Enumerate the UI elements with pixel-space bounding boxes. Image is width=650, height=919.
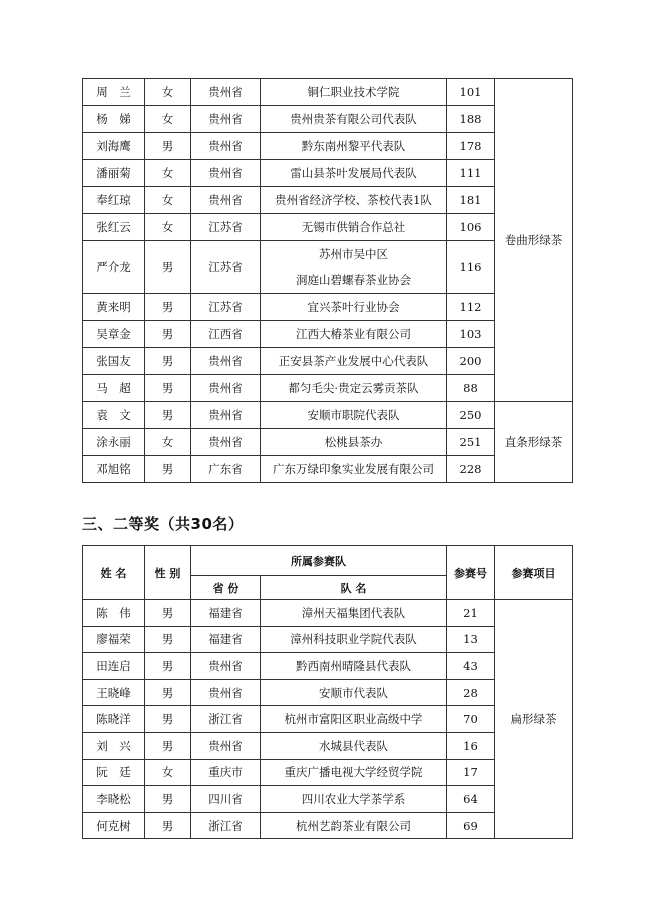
- team-cell: 无锡市供销合作总社: [261, 214, 447, 241]
- number-cell: 70: [447, 706, 495, 733]
- number-cell: 28: [447, 679, 495, 706]
- name-cell: 王晓峰: [83, 679, 145, 706]
- name-cell: 李晓松: [83, 786, 145, 813]
- name-cell: 潘丽菊: [83, 160, 145, 187]
- header-row: [83, 546, 573, 576]
- team-cell: 漳州科技职业学院代表队: [261, 626, 447, 653]
- name-cell: 杨 娣: [83, 106, 145, 133]
- name-cell: 周 兰: [83, 79, 145, 106]
- team-line-1: 苏州市吴中区: [319, 247, 388, 261]
- name-cell: 何克树: [83, 812, 145, 839]
- name-cell: 邓旭铭: [83, 456, 145, 483]
- gender-cell: 女: [145, 187, 191, 214]
- team-cell: 贵州省经济学校、茶校代表1队: [261, 187, 447, 214]
- team-cell: 安顺市职院代表队: [261, 402, 447, 429]
- gender-cell: 男: [145, 321, 191, 348]
- gender-cell: 男: [145, 626, 191, 653]
- province-cell: 贵州省: [191, 375, 261, 402]
- number-cell: 43: [447, 653, 495, 680]
- team-cell: 都匀毛尖·贵定云雾贡茶队: [261, 375, 447, 402]
- second-prize-table: [82, 545, 573, 839]
- category-cell: 直条形绿茶: [495, 402, 573, 483]
- name-cell: 马 超: [83, 375, 145, 402]
- team-cell: 松桃县茶办: [261, 429, 447, 456]
- gender-cell: 男: [145, 375, 191, 402]
- name-cell: 刘 兴: [83, 732, 145, 759]
- gender-cell: 男: [145, 402, 191, 429]
- province-cell: 贵州省: [191, 402, 261, 429]
- province-cell: 贵州省: [191, 160, 261, 187]
- header-category: 参赛项目: [495, 546, 573, 600]
- number-cell: 228: [447, 456, 495, 483]
- number-cell: 21: [447, 600, 495, 627]
- header-gender: 性 别: [145, 546, 191, 600]
- number-cell: 112: [447, 294, 495, 321]
- province-cell: 贵州省: [191, 79, 261, 106]
- gender-cell: 男: [145, 241, 191, 294]
- number-cell: 88: [447, 375, 495, 402]
- province-cell: 贵州省: [191, 187, 261, 214]
- award-table-continued: [82, 78, 573, 483]
- team-cell: 杭州艺韵茶业有限公司: [261, 812, 447, 839]
- name-cell: 陈晓洋: [83, 706, 145, 733]
- province-cell: 贵州省: [191, 348, 261, 375]
- team-cell: 雷山县茶叶发展局代表队: [261, 160, 447, 187]
- province-cell: 江苏省: [191, 241, 261, 294]
- section-heading: 三、二等奖（共30名）: [82, 515, 244, 533]
- header-number: 参赛号: [447, 546, 495, 600]
- province-cell: 贵州省: [191, 106, 261, 133]
- team-cell: 黔西南州晴隆县代表队: [261, 653, 447, 680]
- number-cell: 200: [447, 348, 495, 375]
- province-cell: 贵州省: [191, 429, 261, 456]
- team-cell: 贵州贵茶有限公司代表队: [261, 106, 447, 133]
- number-cell: 13: [447, 626, 495, 653]
- gender-cell: 男: [145, 600, 191, 627]
- number-cell: 16: [447, 732, 495, 759]
- name-cell: 袁 文: [83, 402, 145, 429]
- header-province: 省 份: [191, 576, 261, 600]
- province-cell: 贵州省: [191, 133, 261, 160]
- name-cell: 陈 伟: [83, 600, 145, 627]
- team-cell: 江西大椿茶业有限公司: [261, 321, 447, 348]
- number-cell: 178: [447, 133, 495, 160]
- number-cell: 103: [447, 321, 495, 348]
- team-cell: [261, 241, 447, 294]
- team-cell: 水城县代表队: [261, 732, 447, 759]
- table-row: [83, 79, 573, 106]
- province-cell: 四川省: [191, 786, 261, 813]
- number-cell: 250: [447, 402, 495, 429]
- gender-cell: 男: [145, 456, 191, 483]
- number-cell: 188: [447, 106, 495, 133]
- name-cell: 田连启: [83, 653, 145, 680]
- team-cell: 广东万绿印象实业发展有限公司: [261, 456, 447, 483]
- number-cell: 17: [447, 759, 495, 786]
- province-cell: 福建省: [191, 626, 261, 653]
- province-cell: 浙江省: [191, 706, 261, 733]
- gender-cell: 男: [145, 653, 191, 680]
- number-cell: 106: [447, 214, 495, 241]
- name-cell: 张红云: [83, 214, 145, 241]
- header-team-group: 所属参赛队: [191, 546, 447, 576]
- province-cell: 广东省: [191, 456, 261, 483]
- number-cell: 251: [447, 429, 495, 456]
- table-row: [83, 402, 573, 429]
- gender-cell: 男: [145, 786, 191, 813]
- name-cell: 奉红琼: [83, 187, 145, 214]
- name-cell: 黄来明: [83, 294, 145, 321]
- team-line-2: 洞庭山碧螺春茶业协会: [296, 273, 411, 287]
- team-cell: 漳州天福集团代表队: [261, 600, 447, 627]
- name-cell: 阮 廷: [83, 759, 145, 786]
- province-cell: 贵州省: [191, 679, 261, 706]
- number-cell: 101: [447, 79, 495, 106]
- name-cell: 涂永丽: [83, 429, 145, 456]
- category-cell: 扁形绿茶: [495, 600, 573, 839]
- gender-cell: 女: [145, 160, 191, 187]
- team-cell: 铜仁职业技术学院: [261, 79, 447, 106]
- number-cell: 116: [447, 241, 495, 294]
- team-cell: 四川农业大学茶学系: [261, 786, 447, 813]
- name-cell: 廖福荣: [83, 626, 145, 653]
- gender-cell: 男: [145, 706, 191, 733]
- province-cell: 江西省: [191, 321, 261, 348]
- province-cell: 贵州省: [191, 732, 261, 759]
- gender-cell: 男: [145, 732, 191, 759]
- gender-cell: 女: [145, 759, 191, 786]
- team-cell: 杭州市富阳区职业高级中学: [261, 706, 447, 733]
- gender-cell: 男: [145, 348, 191, 375]
- gender-cell: 女: [145, 214, 191, 241]
- province-cell: 福建省: [191, 600, 261, 627]
- number-cell: 111: [447, 160, 495, 187]
- gender-cell: 男: [145, 812, 191, 839]
- team-cell: 宜兴茶叶行业协会: [261, 294, 447, 321]
- header-team: 队 名: [261, 576, 447, 600]
- team-cell: 安顺市代表队: [261, 679, 447, 706]
- header-name: 姓 名: [83, 546, 145, 600]
- number-cell: 64: [447, 786, 495, 813]
- gender-cell: 女: [145, 79, 191, 106]
- name-cell: 吴章金: [83, 321, 145, 348]
- number-cell: 69: [447, 812, 495, 839]
- number-cell: 181: [447, 187, 495, 214]
- category-cell: 卷曲形绿茶: [495, 79, 573, 402]
- province-cell: 江苏省: [191, 294, 261, 321]
- gender-cell: 女: [145, 106, 191, 133]
- team-cell: 重庆广播电视大学经贸学院: [261, 759, 447, 786]
- table-row: [83, 600, 573, 627]
- name-cell: 刘海鹰: [83, 133, 145, 160]
- province-cell: 贵州省: [191, 653, 261, 680]
- gender-cell: 男: [145, 294, 191, 321]
- province-cell: 江苏省: [191, 214, 261, 241]
- team-cell: 正安县茶产业发展中心代表队: [261, 348, 447, 375]
- gender-cell: 男: [145, 679, 191, 706]
- gender-cell: 女: [145, 429, 191, 456]
- gender-cell: 男: [145, 133, 191, 160]
- province-cell: 重庆市: [191, 759, 261, 786]
- name-cell: 张国友: [83, 348, 145, 375]
- team-cell: 黔东南州黎平代表队: [261, 133, 447, 160]
- province-cell: 浙江省: [191, 812, 261, 839]
- name-cell: 严介龙: [83, 241, 145, 294]
